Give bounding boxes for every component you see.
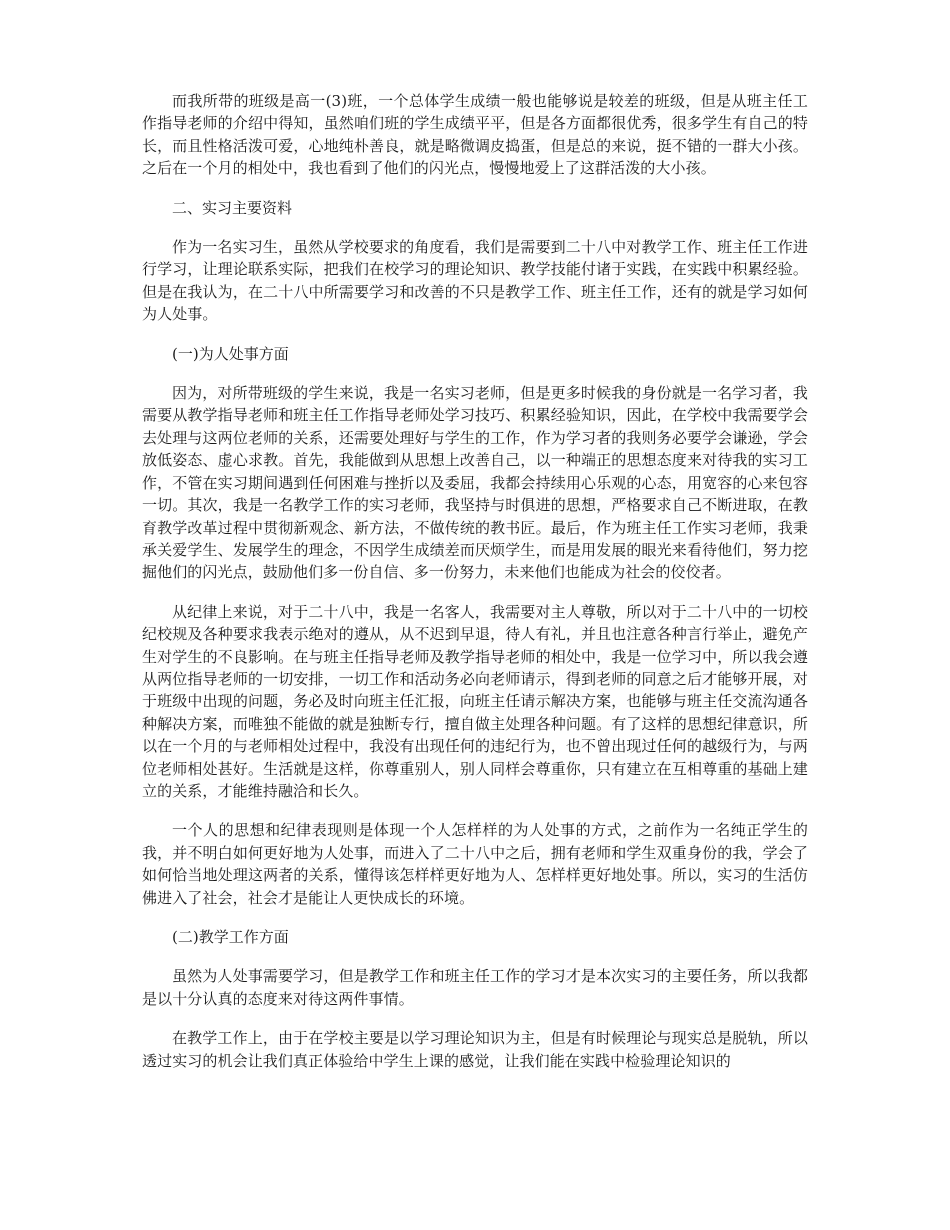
paragraph-class-intro: 而我所带的班级是高一(3)班，一个总体学生成绩一般也能够说是较差的班级，但是从班主任工作指导老师的介绍中得知，虽然咱们班的学生成绩平平，但是各方面都很优秀，很多学生有自己的特长，而且性格活泼可爱，心地纯朴善良，就是略微调皮捣蛋，但是总的来说，挺不错的一群大小孩。之后在一个月的相处中，我也看到了他们的闪光点，慢慢地爱上了这群活泼的大小孩。 bbox=[142, 92, 808, 178]
subsection-heading-conduct: (一)为人处事方面 bbox=[172, 344, 289, 363]
paragraph-intern-role: 作为一名实习生，虽然从学校要求的角度看，我们是需要到二十八中对教学工作、班主任工作进行学习，让理论联系实际，把我们在校学习的理论知识、教学技能付诸于实践，在实践中积累经验。但是在我认为，在二十八中所需要学习和改善的不只是教学工作、班主任工作，还有的就是学习如何为人处事。 bbox=[142, 238, 808, 324]
section-heading-main-content: 二、实习主要资料 bbox=[172, 198, 293, 217]
subsection-heading-teaching: (二)教学工作方面 bbox=[172, 928, 289, 946]
document-page bbox=[142, 90, 808, 1089]
paragraph-learner-identity: 因为，对所带班级的学生来说，我是一名实习老师，但是更多时候我的身份就是一名学习者，我需要从教学指导老师和班主任工作指导老师处学习技巧、积累经验知识，因此，在学校中我需要学会去处理与这两位老师的关系，还需要处理好与学生的工作，作为学习者的我则务必要学会谦逊，学会放低姿态、虚心求教。首先，我能做到从思想上改善自己，以一种端正的思想态度来对待我的实习工作，不管在实习期间遇到任何困难与挫折以及委屈，我都会持续用心乐观的心态，用宽容的心来包容一切。其次，我是一名教学工作的实习老师，我坚持与时俱进的思想，严格要求自己不断进取，在教育教学改革过程中贯彻新观念、新方法，不做传统的教书匠。最后，作为班主任工作实习老师，我秉承关爱学生、发展学生的理念，不因学生成绩差而厌烦学生，而是用发展的眼光来看待他们，努力挖掘他们的闪光点，鼓励他们多一份自信、多一份努力，未来他们也能成为社会的佼佼者。 bbox=[142, 384, 808, 582]
paragraph-thought-discipline: 一个人的思想和纪律表现则是体现一个人怎样样的为人处事的方式，之前作为一名纯正学生的我，并不明白如何更好地为人处事，而进入了二十八中之后，拥有老师和学生双重身份的我，学会了如何恰当地处理这两者的关系，懂得该怎样样更好地为人、怎样样更好地处事。所以，实习的生活仿佛进入了社会，社会才是能让人更快成长的环境。 bbox=[142, 821, 808, 907]
paragraph-main-tasks: 虽然为人处事需要学习，但是教学工作和班主任工作的学习才是本次实习的主要任务，所以我都是以十分认真的态度来对待这两件事情。 bbox=[142, 967, 808, 1008]
paragraph-discipline: 从纪律上来说，对于二十八中，我是一名客人，我需要对主人尊敬，所以对于二十八中的一切校纪校规及各种要求我表示绝对的遵从，从不迟到早退，待人有礼，并且也注意各种言行举止，避免产生对学生的不良影响。在与班主任指导老师及教学指导老师的相处中，我是一位学习中，所以我会遵从两位指导老师的一切安排，一切工作和活动务必向老师请示，得到老师的同意之后才能够开展，对于班级中出现的问题，务必及时向班主任汇报，向班主任请示解决方案，也能够与班主任交流沟通各种解决方案，而唯独不能做的就是独断专行，擅自做主处理各种问题。有了这样的思想纪律意识，所以在一个月的与老师相处过程中，我没有出现任何的违纪行为，也不曾出现过任何的越级行为，与两位老师相处甚好。生活就是这样，你尊重别人，别人同样会尊重你，只有建立在互相尊重的基础上建立的关系，才能维持融洽和长久。 bbox=[142, 602, 808, 800]
paragraph-teaching-work: 在教学工作上，由于在学校主要是以学习理论知识为主，但是有时候理论与现实总是脱轨，所以透过实习的机会让我们真正体验给中学生上课的感觉，让我们能在实践中检验理论知识的 bbox=[142, 1029, 808, 1070]
